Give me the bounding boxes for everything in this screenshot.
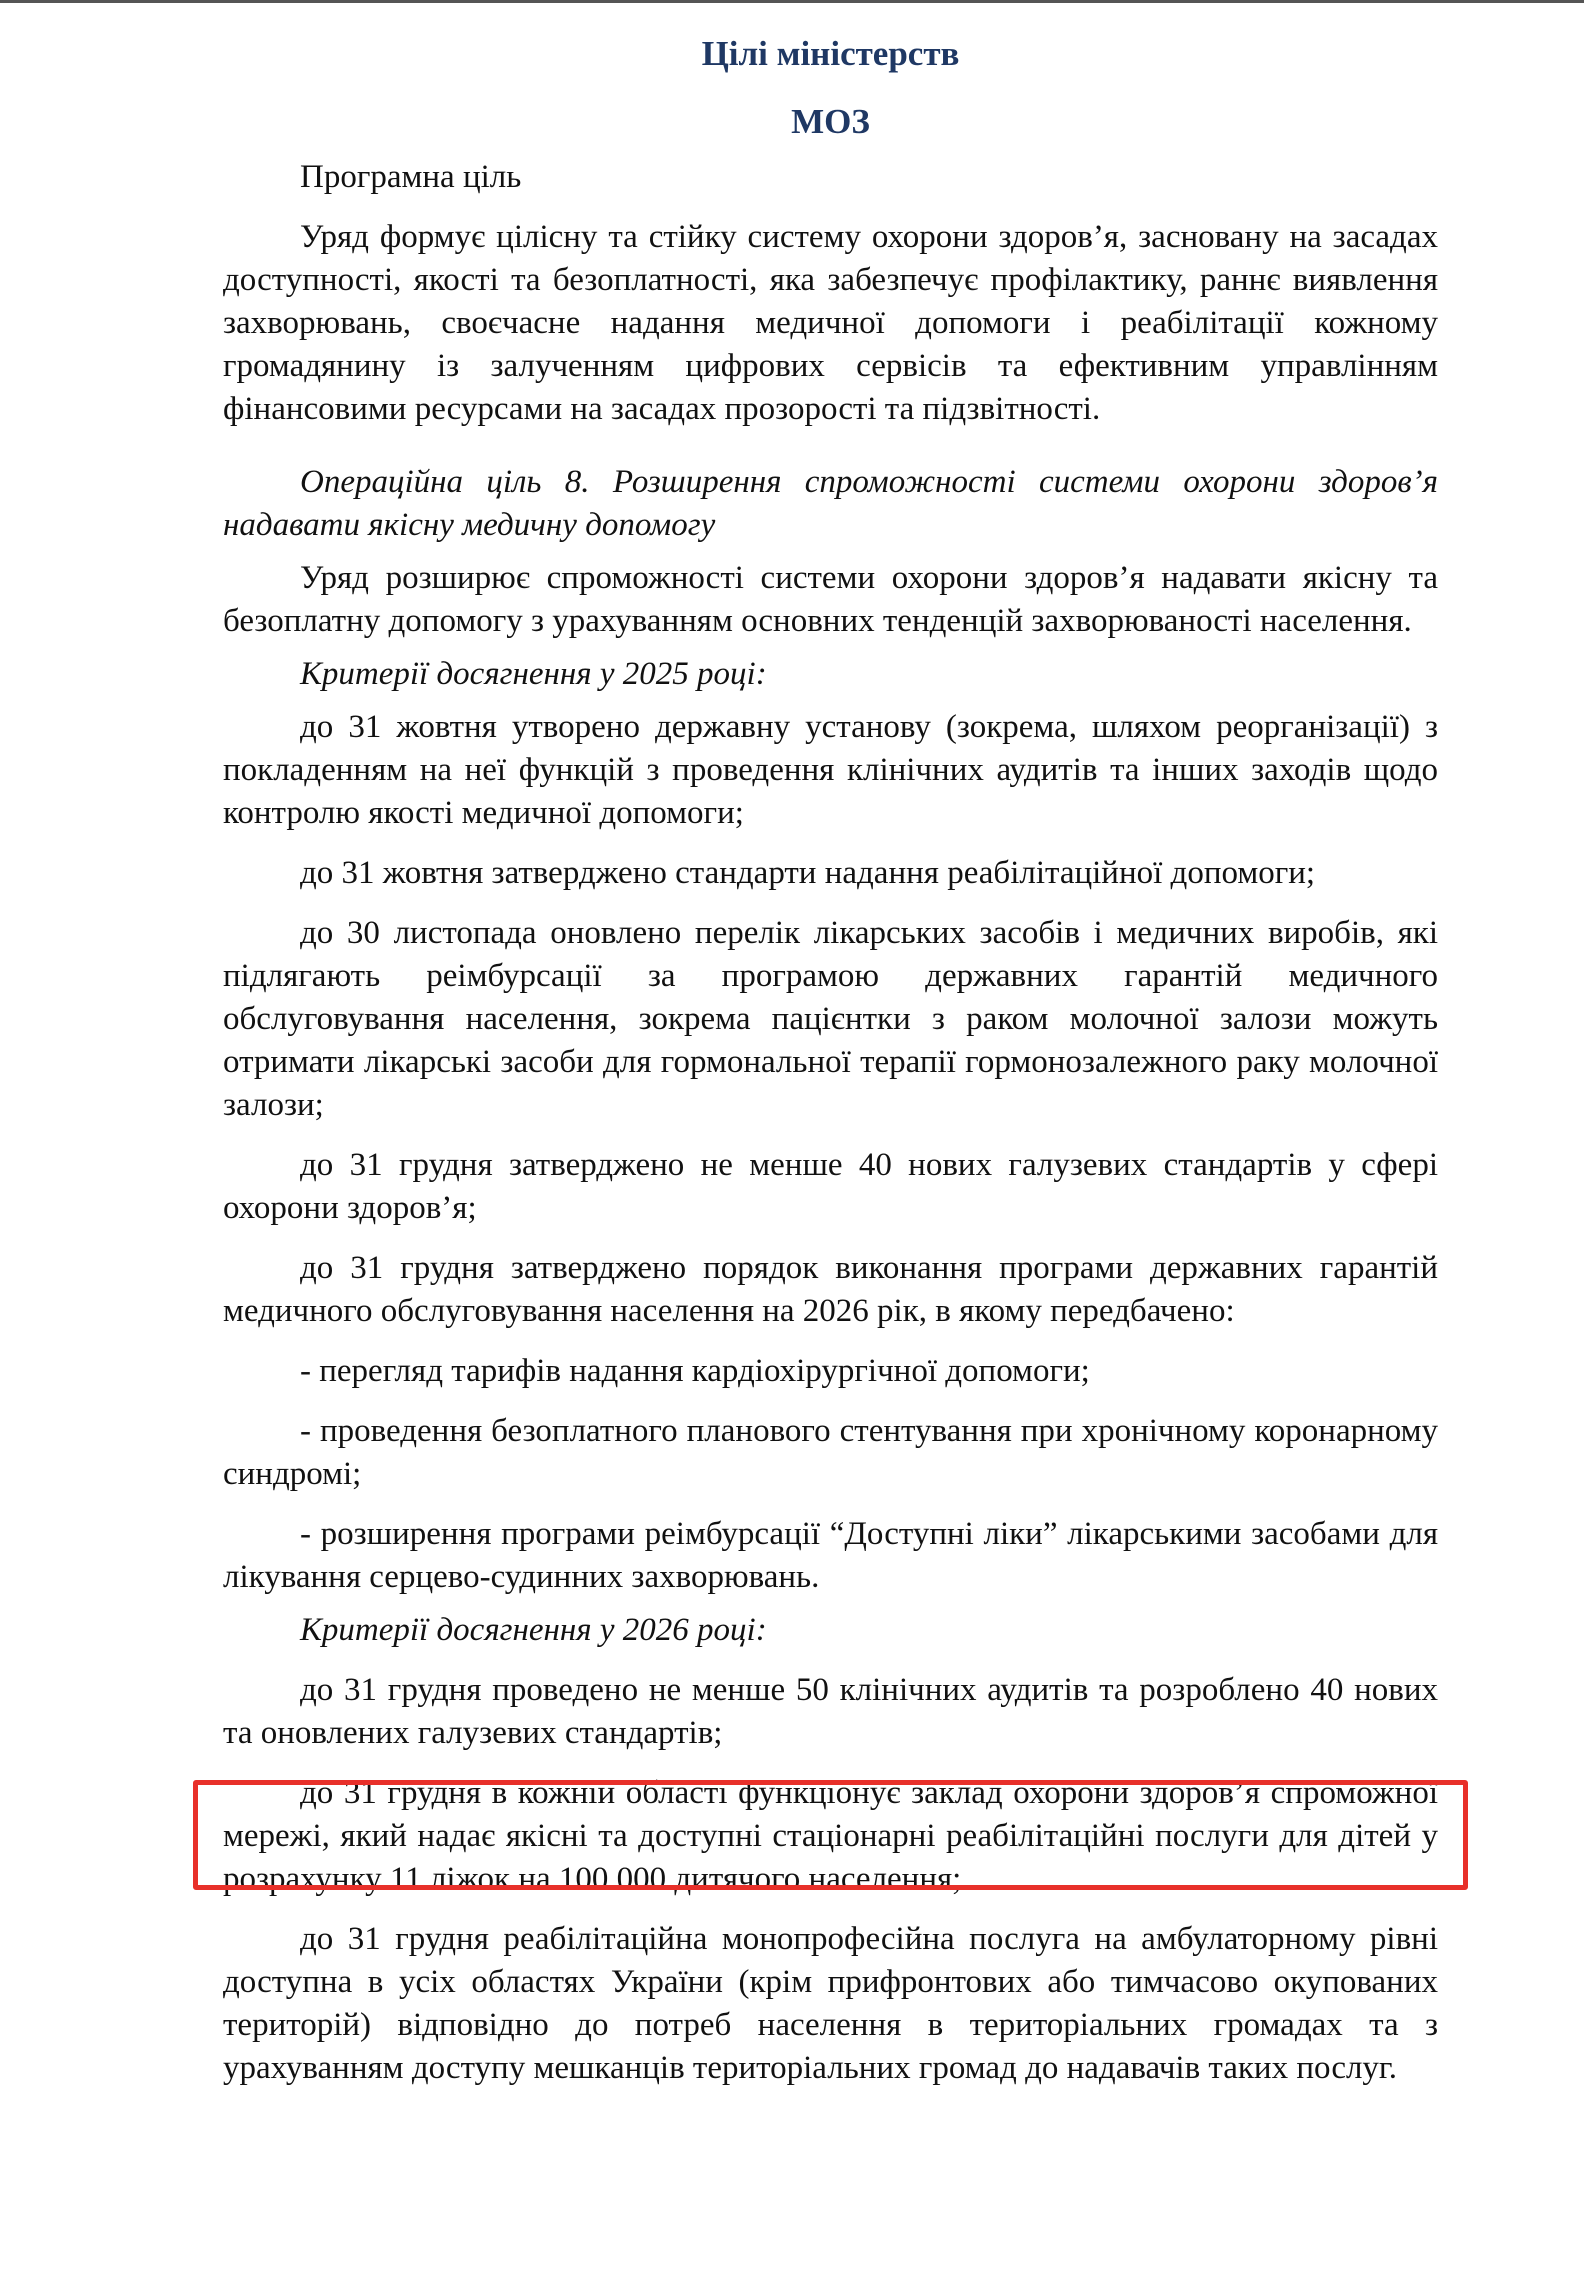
criteria-2026-item-highlighted: до 31 грудня проведено не менше 50 клінічних аудитів та розроблено 40 нових та оновлених галузевих стандартів;: [223, 1672, 1438, 1751]
criteria-2025-item: до 31 грудня затверджено не менше 40 нових галузевих стандартів у сфері охорони здоров’я;: [223, 1147, 1438, 1226]
operational-goal-text: Уряд розширює спроможності системи охорони здоров’я надавати якісну та безоплатну допомогу з урахуванням основних тенденцій захворюваності населення.: [223, 560, 1438, 639]
criteria-2026-heading: Критерії досягнення у 2026 році:: [300, 1612, 767, 1648]
ministry-title: МОЗ: [791, 102, 870, 141]
criteria-2026-item: до 31 грудня реабілітаційна монопрофесійна послуга на амбулаторному рівні доступна в усіх областях України (крім прифронтових або тимчасово окупованих територій) відповідно до потреб населення в територіальних громадах та з урахуванням доступу мешканців територіальних громад до надавачів таких послуг.: [223, 1921, 1438, 2086]
criteria-2025-item: до 31 грудня затверджено порядок виконання програми державних гарантій медичного обслуговування населення на 2026 рік, в якому передбачено:: [223, 1250, 1438, 1329]
document-page: [223, 20, 1438, 2090]
criteria-2025-item: до 30 листопада оновлено перелік лікарських засобів і медичних виробів, які підлягають реімбурсації за програмою державних гарантій медичного обслуговування населення, зокрема пацієнтки з раком молочної залози можуть отримати лікарські засоби для гормональної терапії гормонозалежного раку молочної залози;: [223, 915, 1438, 1123]
program-goal-text: Уряд формує цілісну та стійку систему охорони здоров’я, засновану на засадах доступності, якості та безоплатності, яка забезпечує профілактику, раннє виявлення захворювань, своєчасне надання медичної допомоги і реабілітації кожному громадянину із залученням цифрових сервісів та ефективним управлінням фінансовими ресурсами на засадах прозорості та підзвітності.: [223, 219, 1438, 427]
criteria-2025-subitem: - перегляд тарифів надання кардіохірургічної допомоги;: [300, 1353, 1090, 1389]
criteria-2025-heading: Критерії досягнення у 2025 році:: [300, 656, 767, 692]
page-top-border: [0, 0, 1584, 3]
criteria-2026-item: до 31 грудня в кожній області функціонує заклад охорони здоров’я спроможної мережі, який надає якісні та доступні стаціонарні реабілітаційні послуги для дітей у розрахунку 11 ліжок на 100 000 дитячого населення;: [223, 1775, 1438, 1897]
criteria-2025-item: до 31 жовтня затверджено стандарти надання реабілітаційної допомоги;: [300, 855, 1316, 891]
operational-goal-heading: Операційна ціль 8. Розширення спроможності системи охорони здоров’я надавати якісну медичну допомогу: [223, 464, 1438, 543]
criteria-2025-subitem: - розширення програми реімбурсації “Доступні ліки” лікарськими засобами для лікування серцево-судинних захворювань.: [223, 1516, 1438, 1595]
program-goal-label: Програмна ціль: [300, 159, 522, 195]
criteria-2025-item: до 31 жовтня утворено державну установу (зокрема, шляхом реорганізації) з покладенням на неї функцій з проведення клінічних аудитів та інших заходів щодо контролю якості медичної допомоги;: [223, 709, 1438, 831]
document-title: Цілі міністерств: [701, 34, 960, 73]
criteria-2025-subitem: - проведення безоплатного планового стентування при хронічному коронарному синдромі;: [223, 1413, 1438, 1492]
